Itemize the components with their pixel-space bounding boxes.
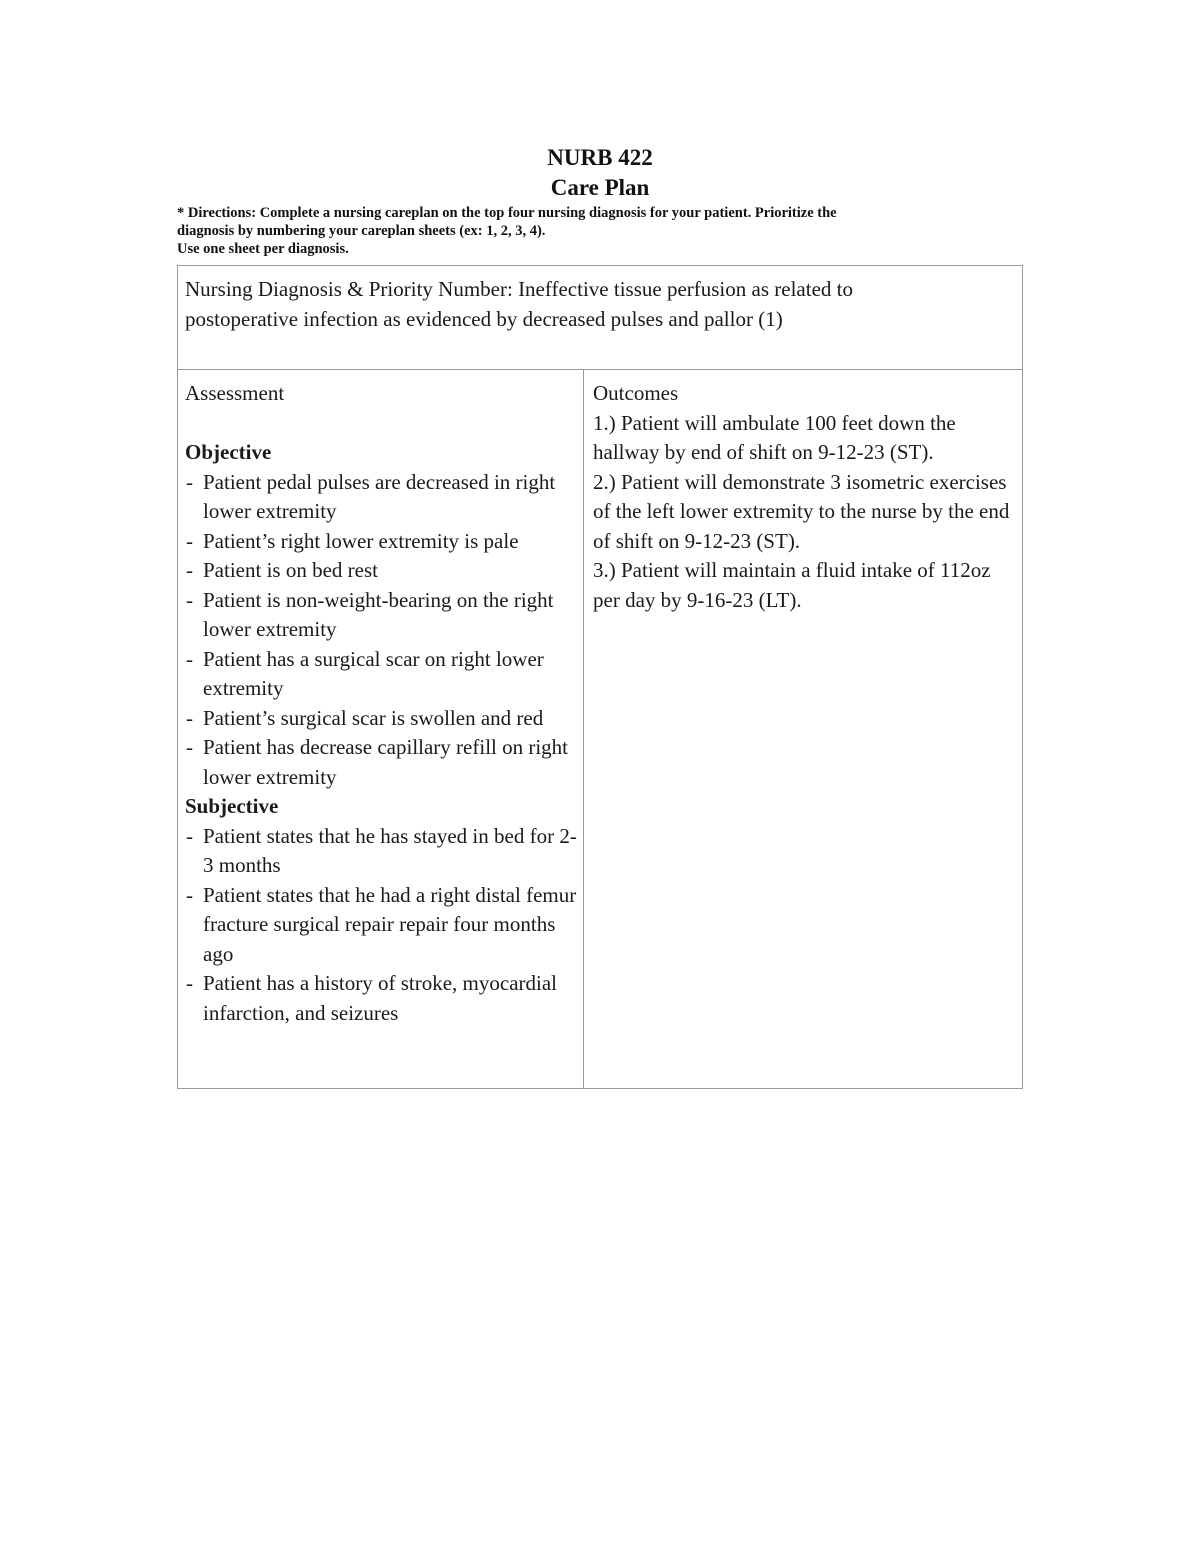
diagnosis-line: postoperative infection as evidenced by decreased pulses and pallor (1) xyxy=(185,306,783,331)
list-item: 3.) Patient will maintain a fluid intake of 112oz per day by 9-16-23 (LT). xyxy=(593,558,991,612)
list-item: - Patient states that he has stayed in bed for 2-3 months xyxy=(185,822,580,881)
list-item: - Patient has a history of stroke, myocardial infarction, and seizures xyxy=(185,969,580,1028)
care-plan-table xyxy=(177,265,1023,1089)
objective-heading: Objective xyxy=(185,440,272,464)
directions-line: * Directions: Complete a nursing careplan on the top four nursing diagnosis for your patient. Prioritize the xyxy=(177,205,837,221)
list-item: - Patient has a surgical scar on right lower extremity xyxy=(185,645,580,704)
subjective-list xyxy=(185,822,580,1029)
title-block xyxy=(0,143,1200,203)
list-item: 2.) Patient will demonstrate 3 isometric exercises of the left lower extremity to the nurse by the end of shift on 9-12-23 (ST). xyxy=(593,469,1010,553)
column-divider xyxy=(583,370,584,1088)
list-item: - Patient is non-weight-bearing on the right lower extremity xyxy=(185,586,580,645)
list-item: - Patient states that he had a right distal femur fracture surgical repair repair four months ago xyxy=(185,881,580,970)
list-item: - Patient pedal pulses are decreased in right lower extremity xyxy=(185,468,580,527)
document-title: Care Plan xyxy=(550,175,650,200)
directions-line: diagnosis by numbering your careplan sheets (ex: 1, 2, 3, 4). xyxy=(177,223,546,239)
outcomes-cell xyxy=(593,379,1018,615)
diagnosis-cell xyxy=(185,275,1005,334)
course-title: NURB 422 xyxy=(547,145,653,170)
subjective-heading: Subjective xyxy=(185,794,279,818)
list-item: - Patient is on bed rest xyxy=(185,556,580,586)
directions-line: Use one sheet per diagnosis. xyxy=(177,241,349,257)
outcomes-list xyxy=(593,409,1018,616)
assessment-heading: Assessment xyxy=(185,381,285,405)
list-item: 1.) Patient will ambulate 100 feet down the hallway by end of shift on 9-12-23 (ST). xyxy=(593,410,956,464)
assessment-cell xyxy=(185,379,580,1028)
list-item: - Patient’s surgical scar is swollen and red xyxy=(185,704,580,734)
objective-list xyxy=(185,468,580,793)
diagnosis-row xyxy=(178,266,1022,370)
outcomes-heading: Outcomes xyxy=(593,381,679,405)
directions xyxy=(177,204,997,258)
list-item: - Patient has decrease capillary refill on right lower extremity xyxy=(185,733,580,792)
spacer xyxy=(185,409,580,439)
diagnosis-line: Nursing Diagnosis & Priority Number: Ineffective tissue perfusion as related to xyxy=(185,277,853,301)
list-item: - Patient’s right lower extremity is pale xyxy=(185,527,580,557)
